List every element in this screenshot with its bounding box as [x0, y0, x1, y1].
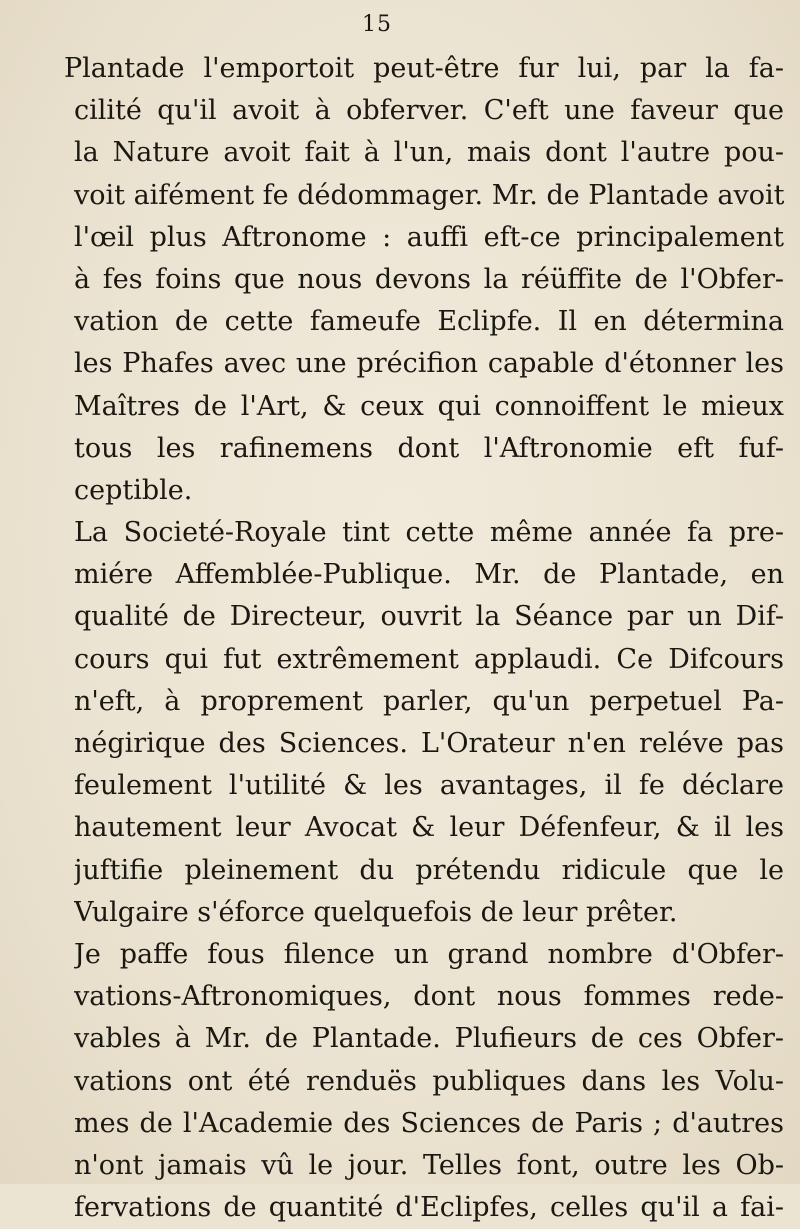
text-line: mes de l'Academie des Sciences de Paris ; d'autres	[74, 1107, 784, 1139]
text-line: n'ont jamais vû le jour. Telles font, outre les Ob-	[74, 1149, 784, 1181]
text-line: à fes foins que nous devons la réüffite de l'Obfer-	[74, 263, 784, 295]
text-line: cilité qu'il avoit à obferver. C'eft une faveur que	[74, 95, 784, 127]
text-line: cours qui fut extrêmement applaudi. Ce Difcours	[74, 643, 784, 675]
text-line: n'eft, à proprement parler, qu'un perpetuel Pa-	[74, 685, 784, 717]
text-line: miére Affemblée-Publique. Mr. de Plantade, en	[74, 559, 784, 591]
text-line: la Nature avoit fait à l'un, mais dont l'autre pou-	[74, 137, 784, 169]
text-line: l'œil plus Aftronome : auffi eft-ce principalement	[74, 221, 784, 253]
text-line: Maîtres de l'Art, & ceux qui connoiffent le mieux	[74, 390, 784, 422]
text-line: ceptible.	[74, 474, 193, 506]
text-line: feulement l'utilité & les avantages, il fe déclare	[74, 770, 784, 802]
text-line: tous les rafinemens dont l'Aftronomie eft fuf-	[74, 432, 784, 464]
text-line: vations-Aftronomiques, dont nous fommes rede-	[74, 981, 784, 1013]
text-line: les Phafes avec une précifion capable d'étonner les	[74, 348, 784, 380]
text-line: qualité de Directeur, ouvrit la Séance par un Dif-	[74, 601, 784, 633]
text-line: voit aifément fe dédommager. Mr. de Plantade avoit	[74, 179, 784, 211]
text-line: La Societé-Royale tint cette même année fa pre-	[74, 517, 784, 549]
text-line: Vulgaire s'éforce quelquefois de leur prêter.	[74, 896, 678, 928]
text-line: Plantade l'emportoit peut-être fur lui, par la fa-	[64, 53, 784, 84]
page-number: 15	[362, 12, 392, 37]
body-text	[64, 48, 784, 1229]
text-line: vables à Mr. de Plantade. Plufieurs de ces Obfer-	[74, 1023, 784, 1055]
text-line: négirique des Sciences. L'Orateur n'en reléve pas	[74, 728, 784, 759]
text-line: juftifie pleinement du prétendu ridicule que le	[74, 854, 784, 886]
text-line: vation de cette fameufe Eclipfe. Il en détermina	[74, 306, 784, 338]
text-line: fervations de quantité d'Eclipfes, celles qu'il a fai-	[74, 1192, 784, 1224]
text-line: hautement leur Avocat & leur Défenfeur, & il les	[74, 812, 784, 844]
text-line: vations ont été renduës publiques dans les Volu-	[74, 1065, 784, 1097]
text-line: Je paffe fous filence un grand nombre d'Obfer-	[74, 938, 784, 970]
